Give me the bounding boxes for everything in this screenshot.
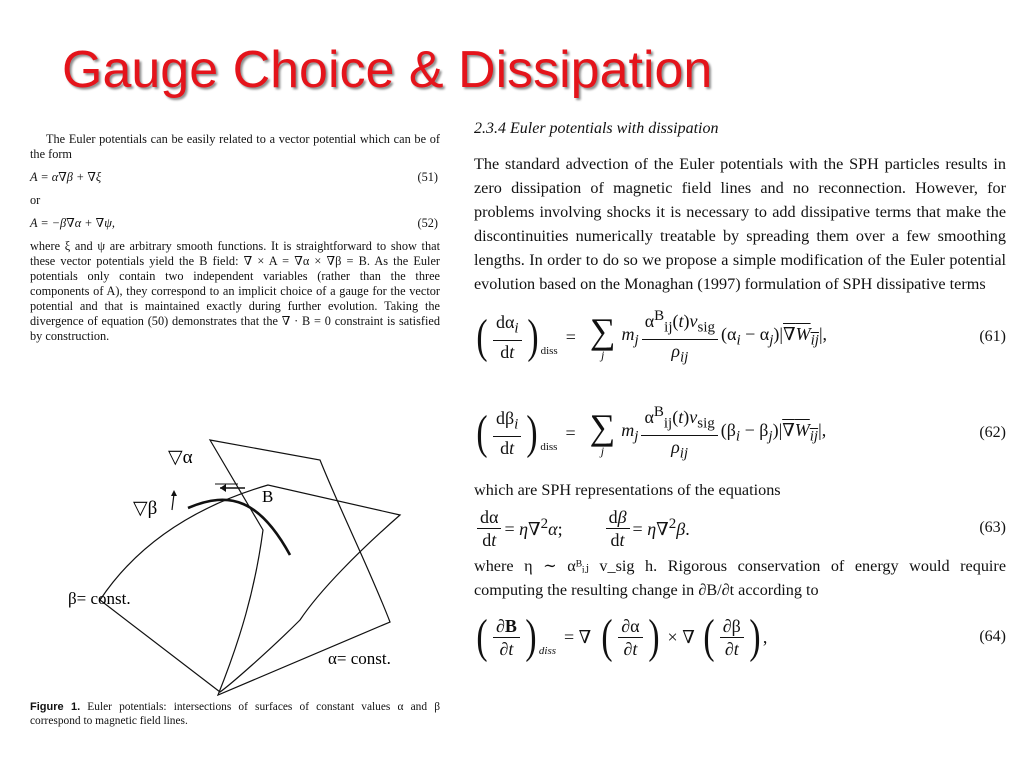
equation-64-number: (64) [979, 628, 1006, 645]
equation-62: ( $\frac{d\beta_i}{dt}$ ) diss = ∑ j $m_j$ $\frac{\alpha^B_{ij}(t)v_{sig}}{\rho_{ij}}$ $(\beta_i - \beta_j)|\nabla W_{ij}|$, (62) [476, 404, 1006, 462]
euler-potentials-figure [30, 430, 440, 698]
equation-61-number: (61) [979, 328, 1006, 345]
equation-63: $\frac{d\alpha}{dt}$ = η∇$^2$α; $\frac{d\beta}{dt}$ = η∇$^2$β. (63) [474, 502, 1006, 554]
equation-52-number: (52) [417, 216, 438, 230]
equation-61: ( $\frac{d\alpha_i}{dt}$ ) diss = ∑ j $m_j$ $\frac{\alpha^B_{ij}(t)v_{sig}}{\rho_{ij}}$ $(\alpha_i - \alpha_j)|\nabla W_{ij}|$, (61) [476, 308, 1006, 366]
beta-const-label: β= const. [68, 589, 131, 608]
equation-51-body: A = α∇β + ∇ξ [30, 170, 102, 184]
caption-text: Euler potentials: intersections of surfaces of constant values α and β correspond to magnetic field lines. [30, 701, 440, 727]
left-column [30, 132, 440, 344]
right-column [474, 120, 1006, 672]
equation-52-body: A = −β∇α + ∇ψ, [30, 216, 115, 230]
equation-51-number: (51) [417, 170, 438, 184]
left-paragraph-1: The Euler potentials can be easily related to a vector potential which can be of the form [30, 132, 440, 161]
section-heading: 2.3.4 Euler potentials with dissipation [474, 120, 719, 137]
equation-62-number: (62) [979, 424, 1006, 441]
equation-64: ( $\frac{\partial B}{\partial t}$ ) diss = ∇ ( $\frac{\partial\alpha}{\partial t}$ ) × ∇ ( $\frac{\partial\beta}{\partial t}$ ) , (64) [476, 610, 1006, 663]
grad-beta-label: ▽β [133, 498, 158, 519]
b-label: B [262, 487, 274, 506]
right-paragraph-1: The standard advection of the Euler potentials with the SPH particles results in zero dissipation of magnetic field lines and no reconnection. However, for problems involving shocks it is necessary to add dissipative terms that make the discontinuities numerically treatable by spreading them over a few smoothing lengths. In order to do so we propose a simple modification of the Euler potential evolution based on the Monaghan (1997) formulation of SPH dissipative terms [474, 155, 1006, 293]
equation-63-number: (63) [979, 519, 1006, 536]
left-paragraph-2: where ξ and ψ are arbitrary smooth functions. It is straightforward to show that these vector potentials yield the B field: ∇ × A = ∇α × ∇β = B. As the Euler potentials only contain two independent variables (rather than the three components of A), they correspond to an implicit choice of a gauge for the vector potential and that is maintained exactly during further evolution. Taking the divergence of equation (50) demonstrates that the ∇ · B = 0 constraint is satisfied by construction. [30, 239, 440, 343]
slide-title: Gauge Choice & Dissipation [62, 41, 713, 99]
right-paragraph-3: where η ∼ αᴮᵢⱼ v_sig h. Rigorous conservation of energy would require computing the resulting change in ∂B/∂t according to [474, 557, 1006, 599]
grad-beta-arrow [172, 494, 174, 510]
equation-52 [30, 216, 440, 231]
figure-caption [30, 700, 440, 728]
alpha-const-label: α= const. [328, 649, 391, 668]
caption-label: Figure 1. [30, 701, 81, 713]
grad-alpha-label: ▽α [168, 447, 193, 468]
or-text: or [30, 193, 41, 207]
field-line [188, 500, 290, 555]
equation-51 [30, 170, 440, 185]
right-paragraph-2: which are SPH representations of the equations [474, 481, 781, 499]
